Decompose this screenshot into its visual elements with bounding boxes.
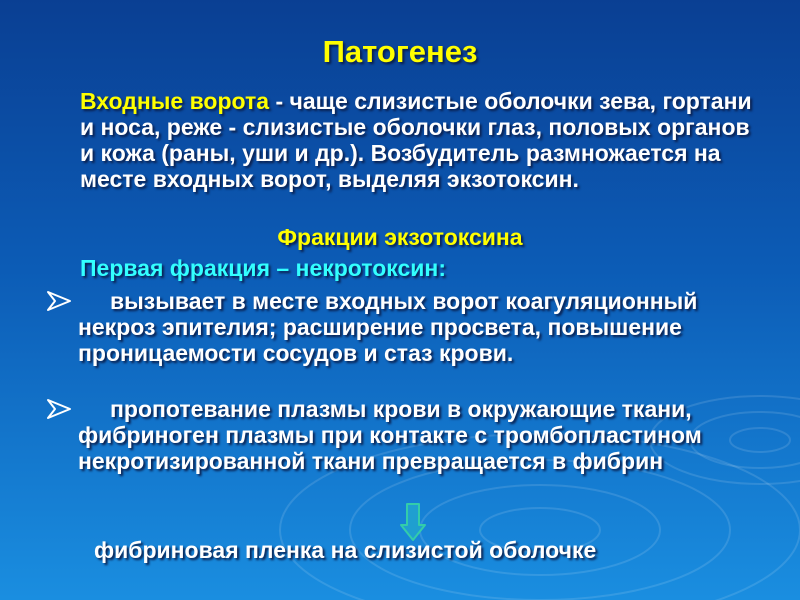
arrow-bullet-icon bbox=[46, 290, 74, 312]
bullet-rest-text: коагуляционный некроз эпителия; расширение просвета, повышение проницаемости сосудов и стаз крови. bbox=[78, 288, 698, 366]
bullet-item bbox=[78, 396, 758, 474]
bullet-item bbox=[78, 288, 758, 366]
bullet-rest-text: ткани, фибриноген плазмы при контакте с тромбопластином некротизированной ткани превращается в фибрин bbox=[78, 396, 702, 474]
arrow-bullet-icon bbox=[46, 398, 74, 420]
conclusion-text: фибриновая пленка на слизистой оболочке bbox=[94, 537, 597, 563]
entry-gate-highlight: Входные ворота bbox=[80, 88, 270, 114]
bullet-lead-text: пропотевание плазмы крови в окружающие bbox=[110, 396, 616, 422]
down-arrow-icon bbox=[400, 503, 426, 541]
bullet-lead-text: вызывает в месте входных ворот bbox=[110, 288, 499, 314]
fractions-heading: Фракции экзотоксина bbox=[277, 224, 523, 250]
first-fraction-label: Первая фракция – некротоксин: bbox=[80, 255, 446, 281]
intro-paragraph bbox=[80, 88, 770, 192]
slide-title: Патогенез bbox=[322, 34, 478, 69]
intro-text: - чаще слизистые оболочки зева, гортани и носа, реже - слизистые оболочки глаз, половых органов и кожа (раны, уши и др.). Возбудитель размножается на месте входных ворот, выделяя экзотоксин. bbox=[80, 88, 752, 192]
